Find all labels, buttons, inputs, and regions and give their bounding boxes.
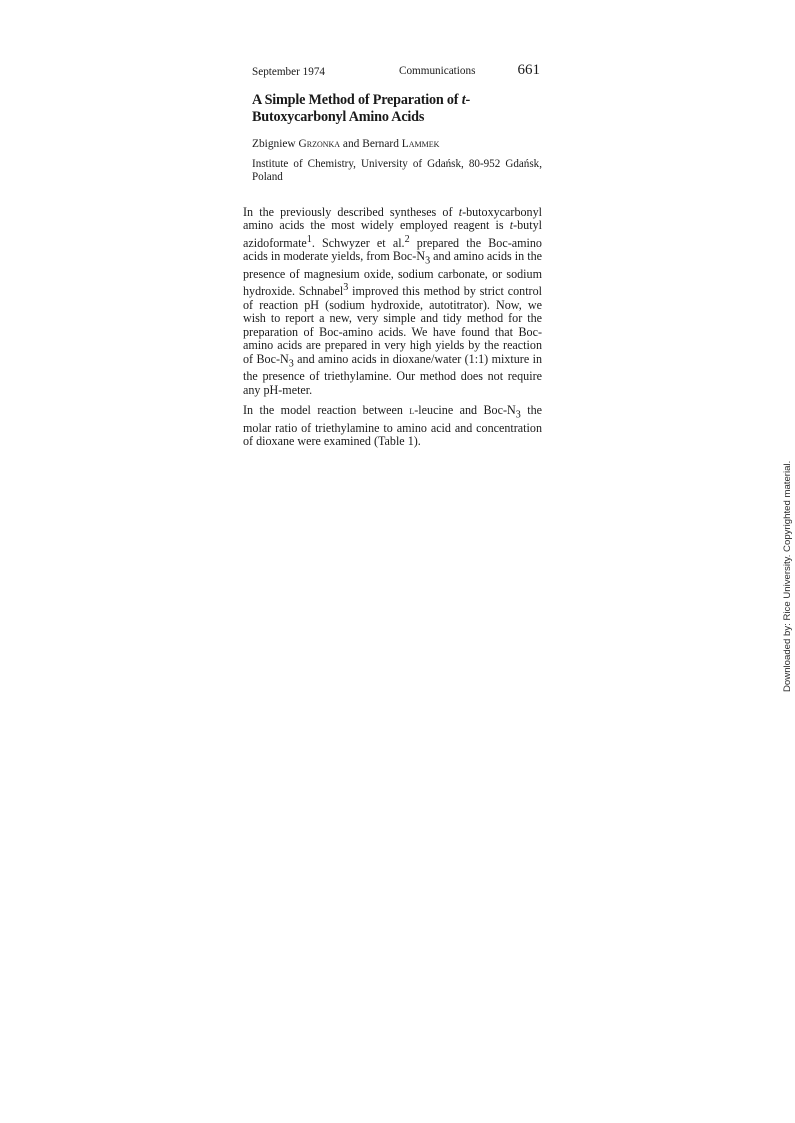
text-run: improved this method by strict control of reaction pH (sodium hydroxide, autotitrator). Now, we wish to report a new, very simple and tidy method for the preparation of Boc-amino acids. We have found that Boc-amino acids are prepared in very high yields by the reaction of Boc-N (243, 284, 542, 366)
article-title (252, 92, 542, 126)
citation-ref: 2 (404, 233, 410, 245)
affiliation: Institute of Chemistry, University of Gdańsk, 80-952 Gdańsk, Poland (252, 158, 542, 183)
text-run: prepared the Boc-amino acids in moderate yields, from Boc-N (243, 235, 542, 264)
citation-ref: 1 (306, 233, 312, 245)
text-run: the molar ratio of triethylamine to amino acid and concentration of dioxane were examined (Table 1). (243, 403, 542, 449)
text-run: and amino acids in dioxane/water (1:1) mixture in the presence of triethylamine. Our method does not require any pH-meter. (243, 351, 543, 397)
author-first-name: Zbigniew (252, 138, 299, 150)
text-run: -butoxycarbonyl amino acids the most widely employed reagent is (243, 205, 542, 233)
page-number: 661 (517, 62, 540, 78)
article-body (243, 206, 542, 449)
title-part-italic: t (461, 92, 466, 108)
article-column (242, 62, 542, 456)
section-name: Communications (399, 65, 476, 77)
subscript: 3 (425, 255, 431, 267)
paragraph (243, 404, 542, 449)
download-watermark: Downloaded by: Rice University. Copyrighted material. (782, 460, 793, 692)
italic-text: t (509, 218, 514, 233)
issue-date: September 1974 (252, 66, 326, 78)
italic-text: t (458, 205, 463, 219)
text-run: -butyl azidoformate (243, 218, 542, 250)
text-run: In the previously described syntheses of (243, 205, 459, 219)
text-run: -leucine and Boc-N (414, 403, 516, 418)
subscript: 3 (515, 409, 521, 421)
citation-ref: 3 (343, 282, 349, 294)
author-last-name: Lammek (401, 138, 440, 150)
author-conjunction: and Bernard (340, 138, 402, 150)
small-caps-text: l (409, 403, 415, 418)
text-run: . Schwyzer et al. (311, 235, 405, 250)
title-part: A Simple Method of Preparation of (252, 92, 462, 108)
paragraph (243, 206, 542, 397)
text-run: and amino acids in the presence of magnesium oxide, sodium carbonate, or sodium hydroxide. Schnabel (243, 249, 543, 299)
author-last-name: Grzonka (298, 138, 341, 150)
title-part: -Butoxycarbonyl Amino Acids (252, 92, 470, 125)
author-line (252, 138, 542, 150)
text-run: In the model reaction between (243, 403, 410, 418)
subscript: 3 (288, 357, 294, 369)
running-head (242, 62, 542, 80)
